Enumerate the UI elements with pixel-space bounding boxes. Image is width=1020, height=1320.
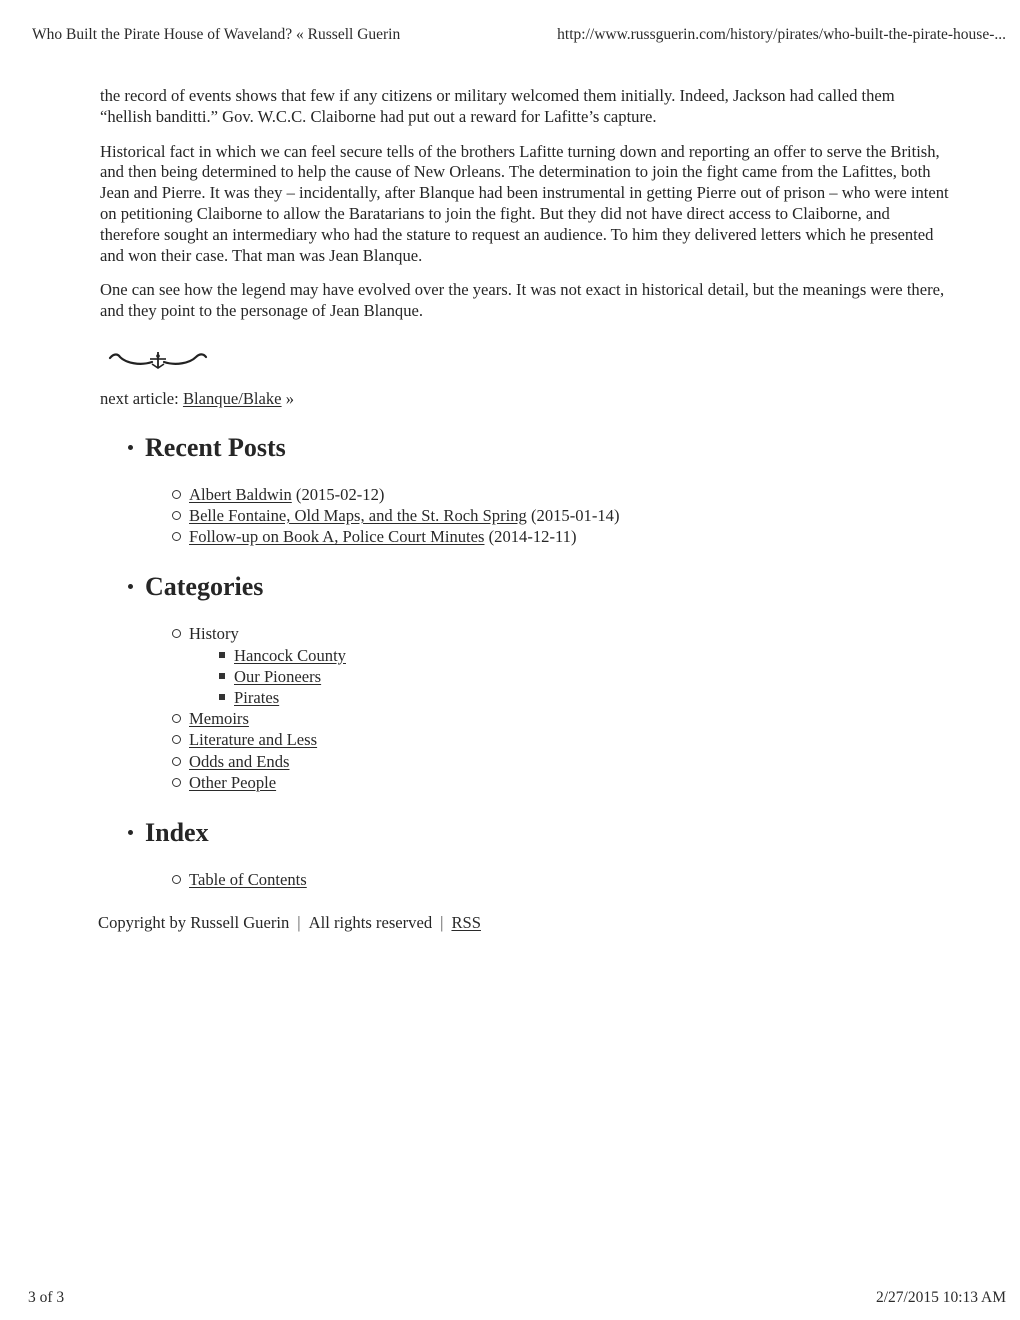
list-item	[189, 869, 950, 890]
recent-post-link[interactable]: Follow-up on Book A, Police Court Minutes	[189, 527, 485, 547]
flourish-divider-icon	[106, 350, 210, 370]
square-bullet-icon	[219, 694, 225, 700]
category-link[interactable]: Memoirs	[189, 709, 249, 729]
list-item	[189, 708, 950, 729]
list-item	[189, 505, 950, 526]
index-list	[145, 869, 950, 890]
categories-widget	[100, 569, 950, 793]
category-link[interactable]: Other People	[189, 772, 277, 792]
recent-posts-list	[145, 484, 950, 548]
bullet-icon	[128, 830, 133, 835]
print-page-url: http://www.russguerin.com/history/pirates/who-built-the-pirate-house-...	[557, 26, 1006, 43]
recent-post-date: (2015-01-14)	[526, 505, 620, 525]
list-item	[234, 666, 950, 687]
square-bullet-icon	[219, 673, 225, 679]
circle-bullet-icon	[172, 735, 181, 744]
article-content	[100, 86, 950, 934]
category-link[interactable]: Our Pioneers	[234, 666, 322, 686]
circle-bullet-icon	[172, 511, 181, 520]
print-page-title: Who Built the Pirate House of Waveland? « Russell Guerin	[32, 26, 401, 43]
bullet-icon	[128, 445, 133, 450]
recent-posts-widget	[100, 430, 950, 548]
recent-post-link[interactable]: Albert Baldwin	[189, 484, 292, 504]
list-item	[189, 484, 950, 505]
sidebar-widgets	[100, 430, 950, 890]
next-article-link[interactable]: Blanque/Blake	[182, 388, 282, 408]
category-link[interactable]: Literature and Less	[189, 730, 318, 750]
index-heading: Index	[145, 818, 209, 847]
print-timestamp: 2/27/2015 10:13 AM	[875, 1289, 1006, 1306]
category-link[interactable]: Odds and Ends	[189, 751, 290, 771]
rss-link[interactable]: RSS	[451, 913, 481, 933]
footer-separator: |	[297, 913, 301, 933]
list-item	[189, 526, 950, 547]
recent-post-date: (2014-12-11)	[484, 527, 577, 547]
list-item	[189, 751, 950, 772]
article-paragraph: Historical fact in which we can feel secure tells of the brothers Lafitte turning down and reporting an offer to serve the British, and then being determined to help the cause of New Orleans. The determination to join the fight came from the Lafittes, both Jean and Pierre. It was they – incidentally, after Blanque had been instrumental in getting Pierre out of prison – who were intent on petitioning Claiborne to allow the Baratarians to join the fight. But they did not have direct access to Claiborne, and therefore sought an intermediary who had the stature to request an audience. To him they delivered letters which he presented and won their case. That man was Jean Blanque.	[100, 141, 949, 265]
list-item	[234, 645, 950, 666]
recent-post-date: (2015-02-12)	[291, 484, 385, 504]
circle-bullet-icon	[172, 532, 181, 541]
list-item	[189, 772, 950, 793]
next-article-label: next article:	[100, 388, 183, 408]
list-item	[234, 687, 950, 708]
footer-separator: |	[440, 913, 444, 933]
table-of-contents-link[interactable]: Table of Contents	[189, 870, 307, 889]
print-header	[32, 26, 1006, 50]
page-number: 3 of 3	[28, 1289, 65, 1306]
circle-bullet-icon	[172, 757, 181, 766]
article-paragraph: One can see how the legend may have evolved over the years. It was not exact in historical detail, but the meanings were there, and they point to the personage of Jean Blanque.	[100, 280, 945, 321]
copyright-text: Copyright by Russell Guerin	[98, 913, 290, 933]
index-widget	[100, 815, 950, 890]
recent-posts-heading: Recent Posts	[145, 432, 286, 462]
list-item	[189, 729, 950, 750]
rights-text: All rights reserved	[308, 913, 433, 933]
categories-list	[145, 623, 950, 793]
list-item	[189, 623, 950, 708]
recent-post-link[interactable]: Belle Fontaine, Old Maps, and the St. Roch Spring	[189, 505, 527, 525]
next-article-arrow: »	[281, 388, 295, 408]
square-bullet-icon	[219, 652, 225, 658]
article-paragraph: the record of events shows that few if any citizens or military welcomed them initially. Indeed, Jackson had called them “hellish banditti.” Gov. W.C.C. Claiborne had put out a reward for Lafitte’s capture.	[100, 86, 895, 126]
circle-bullet-icon	[172, 778, 181, 787]
categories-heading: Categories	[145, 572, 264, 602]
next-article-line	[100, 389, 950, 410]
history-subcategories	[189, 645, 950, 709]
circle-bullet-icon	[172, 490, 181, 499]
bullet-icon	[128, 584, 133, 589]
category-link[interactable]: Hancock County	[234, 645, 346, 665]
category-history-label: History	[189, 624, 239, 644]
category-link[interactable]: Pirates	[234, 687, 280, 707]
circle-bullet-icon	[172, 875, 181, 884]
site-footer	[98, 912, 950, 934]
circle-bullet-icon	[172, 629, 181, 638]
circle-bullet-icon	[172, 714, 181, 723]
